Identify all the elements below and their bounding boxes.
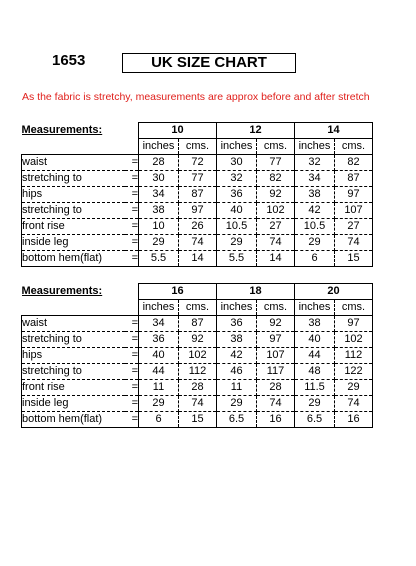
value-cms: 74 [335,235,373,251]
equals-sign: = [125,219,139,235]
chart-title: UK SIZE CHART [122,53,296,73]
value-inches: 29 [217,235,257,251]
unit-cms-label: cms. [179,139,217,155]
equals-sign: = [125,235,139,251]
value-cms: 97 [257,332,295,348]
value-inches: 10.5 [217,219,257,235]
value-inches: 36 [139,332,179,348]
value-cms: 82 [335,155,373,171]
measurement-label: waist [22,316,125,332]
equals-sign: = [125,316,139,332]
measurement-label: front rise [22,219,125,235]
size-table-1 [21,122,373,267]
measurement-label: bottom hem(flat) [22,251,125,267]
value-inches: 42 [217,348,257,364]
value-cms: 117 [257,364,295,380]
value-cms: 122 [335,364,373,380]
value-cms: 16 [335,412,373,428]
value-inches: 29 [295,396,335,412]
size-label: 20 [295,284,373,300]
value-inches: 44 [139,364,179,380]
value-inches: 36 [217,187,257,203]
value-cms: 29 [335,380,373,396]
unit-inches-label: inches [139,139,179,155]
equals-sign: = [125,364,139,380]
value-inches: 10 [139,219,179,235]
measurement-row [22,380,373,396]
value-inches: 38 [139,203,179,219]
size-label: 12 [217,123,295,139]
unit-inches-label: inches [295,300,335,316]
value-cms: 87 [335,171,373,187]
units-spacer [22,139,139,155]
unit-inches-label: inches [139,300,179,316]
value-inches: 34 [139,316,179,332]
equals-sign: = [125,171,139,187]
unit-cms-label: cms. [257,139,295,155]
value-cms: 14 [257,251,295,267]
equals-sign: = [125,187,139,203]
unit-inches-label: inches [295,139,335,155]
value-inches: 34 [295,171,335,187]
value-cms: 74 [179,396,217,412]
value-inches: 30 [139,171,179,187]
unit-inches-label: inches [217,300,257,316]
measurement-row [22,364,373,380]
measurement-row [22,171,373,187]
value-cms: 74 [179,235,217,251]
value-cms: 15 [179,412,217,428]
value-inches: 32 [217,171,257,187]
value-cms: 28 [257,380,295,396]
measurement-row [22,155,373,171]
value-cms: 92 [257,187,295,203]
measurement-row [22,187,373,203]
value-inches: 38 [217,332,257,348]
value-cms: 28 [179,380,217,396]
size-header-row [22,123,373,139]
value-inches: 11 [217,380,257,396]
unit-cms-label: cms. [335,139,373,155]
units-spacer [22,300,139,316]
size-label: 10 [139,123,217,139]
equals-sign: = [125,412,139,428]
value-inches: 6.5 [217,412,257,428]
measurement-label: stretching to [22,364,125,380]
value-inches: 10.5 [295,219,335,235]
value-cms: 107 [335,203,373,219]
measurement-label: inside leg [22,235,125,251]
measurement-label: front rise [22,380,125,396]
units-row [22,300,373,316]
equals-sign: = [125,348,139,364]
size-label: 18 [217,284,295,300]
value-cms: 74 [257,235,295,251]
value-cms: 27 [335,219,373,235]
value-inches: 32 [295,155,335,171]
value-inches: 6 [295,251,335,267]
value-cms: 14 [179,251,217,267]
measurement-row [22,348,373,364]
value-inches: 36 [217,316,257,332]
value-cms: 74 [257,396,295,412]
measurement-label: stretching to [22,203,125,219]
measurement-row [22,332,373,348]
measurement-row [22,412,373,428]
equals-sign: = [125,332,139,348]
value-cms: 92 [257,316,295,332]
unit-cms-label: cms. [335,300,373,316]
measurement-label: hips [22,348,125,364]
measurement-label: hips [22,187,125,203]
value-cms: 87 [179,316,217,332]
value-inches: 29 [295,235,335,251]
value-inches: 6.5 [295,412,335,428]
value-inches: 38 [295,187,335,203]
size-label: 14 [295,123,373,139]
measurement-label: inside leg [22,396,125,412]
equals-sign: = [125,155,139,171]
size-header-row [22,284,373,300]
measurements-heading: Measurements: [21,124,103,136]
measurement-row [22,235,373,251]
value-cms: 77 [257,155,295,171]
measurement-row [22,251,373,267]
size-table-2 [21,283,373,428]
value-inches: 29 [139,235,179,251]
units-row [22,139,373,155]
value-cms: 97 [179,203,217,219]
measurement-label: stretching to [22,332,125,348]
value-inches: 48 [295,364,335,380]
value-cms: 97 [335,187,373,203]
value-cms: 112 [179,364,217,380]
value-cms: 102 [257,203,295,219]
measurement-row [22,219,373,235]
value-cms: 87 [179,187,217,203]
value-cms: 82 [257,171,295,187]
value-cms: 15 [335,251,373,267]
value-cms: 26 [179,219,217,235]
value-inches: 11.5 [295,380,335,396]
measurement-row [22,203,373,219]
measurement-label: stretching to [22,171,125,187]
value-cms: 16 [257,412,295,428]
value-inches: 11 [139,380,179,396]
value-inches: 30 [217,155,257,171]
measurements-heading: Measurements: [21,285,103,297]
value-cms: 102 [179,348,217,364]
measurement-row [22,396,373,412]
value-inches: 5.5 [139,251,179,267]
value-inches: 40 [295,332,335,348]
unit-cms-label: cms. [179,300,217,316]
unit-inches-label: inches [217,139,257,155]
value-inches: 44 [295,348,335,364]
value-inches: 38 [295,316,335,332]
measurement-label: waist [22,155,125,171]
value-inches: 29 [217,396,257,412]
value-inches: 6 [139,412,179,428]
value-cms: 27 [257,219,295,235]
product-code: 1653 [52,52,86,69]
value-inches: 29 [139,396,179,412]
equals-sign: = [125,203,139,219]
value-cms: 107 [257,348,295,364]
unit-cms-label: cms. [257,300,295,316]
value-cms: 77 [179,171,217,187]
value-cms: 112 [335,348,373,364]
value-inches: 40 [139,348,179,364]
value-cms: 102 [335,332,373,348]
value-inches: 40 [217,203,257,219]
value-cms: 92 [179,332,217,348]
measurement-row [22,316,373,332]
size-label: 16 [139,284,217,300]
value-inches: 46 [217,364,257,380]
value-inches: 34 [139,187,179,203]
stretch-note: As the fabric is stretchy, measurements are approx before and after stretch [22,91,370,103]
equals-sign: = [125,396,139,412]
value-inches: 5.5 [217,251,257,267]
value-cms: 72 [179,155,217,171]
value-inches: 42 [295,203,335,219]
value-cms: 97 [335,316,373,332]
equals-sign: = [125,380,139,396]
value-cms: 74 [335,396,373,412]
value-inches: 28 [139,155,179,171]
equals-sign: = [125,251,139,267]
measurement-label: bottom hem(flat) [22,412,125,428]
